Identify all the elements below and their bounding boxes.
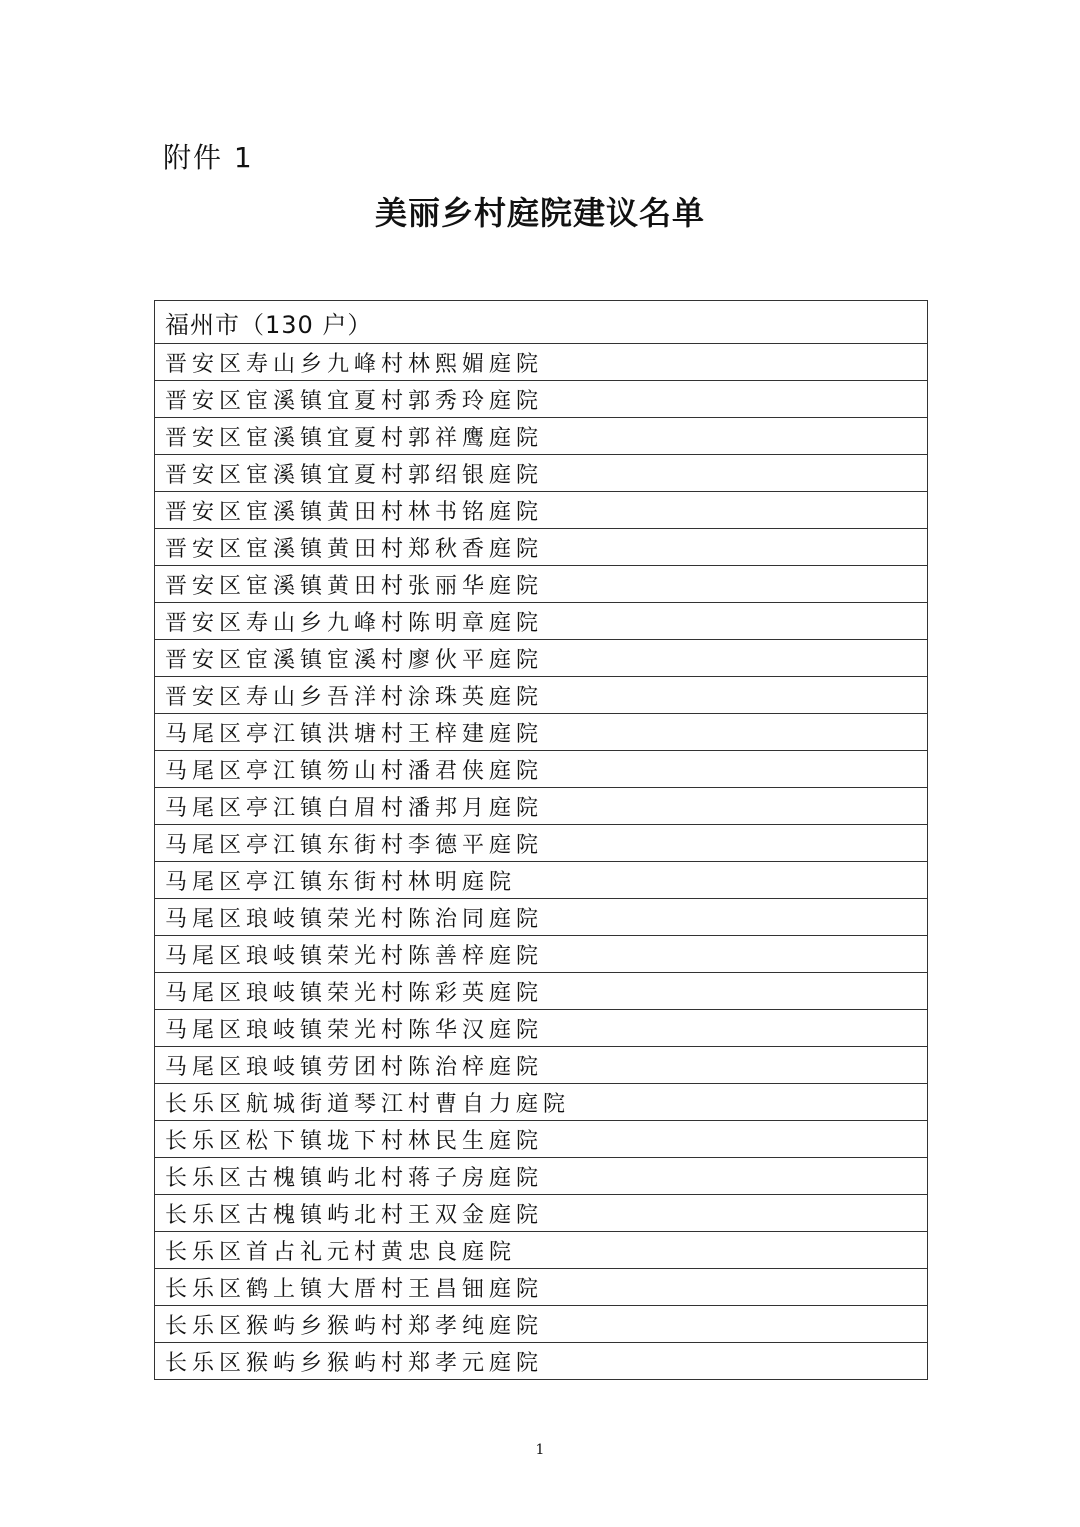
table-row: [155, 1232, 928, 1269]
table-row: [155, 862, 928, 899]
table-row: [155, 381, 928, 418]
garden-entry-cell: 长乐区松下镇垅下村林民生庭院: [155, 1121, 928, 1158]
table-row: [155, 936, 928, 973]
table-row: [155, 714, 928, 751]
table-row: [155, 1269, 928, 1306]
table-row: [155, 973, 928, 1010]
garden-entry-cell: 晋安区宦溪镇宜夏村郭绍银庭院: [155, 455, 928, 492]
garden-entry-cell: 长乐区鹤上镇大厝村王昌钿庭院: [155, 1269, 928, 1306]
table-row: [155, 455, 928, 492]
table-row: [155, 640, 928, 677]
table-row: [155, 788, 928, 825]
table-row: [155, 899, 928, 936]
table-row: [155, 566, 928, 603]
garden-entry-cell: 晋安区宦溪镇黄田村郑秋香庭院: [155, 529, 928, 566]
garden-entry-cell: 马尾区亭江镇白眉村潘邦月庭院: [155, 788, 928, 825]
garden-entry-cell: 晋安区宦溪镇宜夏村郭秀玲庭院: [155, 381, 928, 418]
garden-entry-cell: 马尾区琅岐镇荣光村陈彩英庭院: [155, 973, 928, 1010]
garden-entry-cell: 长乐区航城街道琴江村曹自力庭院: [155, 1084, 928, 1121]
attachment-label: 附件 1: [163, 141, 254, 174]
table-row: [155, 492, 928, 529]
page-number: 1: [535, 1442, 545, 1458]
document-title: 美丽乡村庭院建议名单: [374, 194, 705, 232]
table-row: [155, 1084, 928, 1121]
garden-entry-cell: 马尾区亭江镇笏山村潘君侠庭院: [155, 751, 928, 788]
garden-entry-cell: 长乐区首占礼元村黄忠良庭院: [155, 1232, 928, 1269]
table-row: [155, 1158, 928, 1195]
table-row: [155, 603, 928, 640]
table-row: [155, 751, 928, 788]
garden-entry-cell: 长乐区古槐镇屿北村蒋子房庭院: [155, 1158, 928, 1195]
garden-entry-cell: 长乐区猴屿乡猴屿村郑孝元庭院: [155, 1343, 928, 1380]
garden-entry-cell: 晋安区宦溪镇宦溪村廖伙平庭院: [155, 640, 928, 677]
garden-entry-cell: 晋安区宦溪镇宜夏村郭祥鹰庭院: [155, 418, 928, 455]
garden-entry-cell: 晋安区寿山乡九峰村陈明章庭院: [155, 603, 928, 640]
table-row: [155, 418, 928, 455]
garden-entry-cell: 长乐区猴屿乡猴屿村郑孝纯庭院: [155, 1306, 928, 1343]
table-row: [155, 1121, 928, 1158]
garden-entry-cell: 马尾区亭江镇东街村林明庭院: [155, 862, 928, 899]
garden-entry-cell: 马尾区琅岐镇荣光村陈华汉庭院: [155, 1010, 928, 1047]
table-row: [155, 344, 928, 381]
garden-entry-cell: 晋安区宦溪镇黄田村张丽华庭院: [155, 566, 928, 603]
garden-entry-cell: 马尾区琅岐镇劳团村陈治梓庭院: [155, 1047, 928, 1084]
garden-entry-cell: 马尾区亭江镇洪塘村王梓建庭院: [155, 714, 928, 751]
table-header-row: [155, 301, 928, 344]
garden-entry-cell: 长乐区古槐镇屿北村王双金庭院: [155, 1195, 928, 1232]
table-row: [155, 1047, 928, 1084]
garden-entry-cell: 晋安区宦溪镇黄田村林书铭庭院: [155, 492, 928, 529]
city-header-cell: 福州市（130 户）: [155, 301, 928, 344]
garden-entry-cell: 晋安区寿山乡吾洋村涂珠英庭院: [155, 677, 928, 714]
table-row: [155, 1343, 928, 1380]
garden-entry-cell: 晋安区寿山乡九峰村林熙媚庭院: [155, 344, 928, 381]
table-row: [155, 1195, 928, 1232]
table-row: [155, 529, 928, 566]
table-row: [155, 1306, 928, 1343]
table-row: [155, 825, 928, 862]
table-row: [155, 677, 928, 714]
table-body: [155, 301, 928, 1380]
garden-entry-cell: 马尾区琅岐镇荣光村陈善梓庭院: [155, 936, 928, 973]
garden-entry-cell: 马尾区亭江镇东街村李德平庭院: [155, 825, 928, 862]
table-row: [155, 1010, 928, 1047]
garden-list-table: [154, 300, 928, 1380]
garden-entry-cell: 马尾区琅岐镇荣光村陈治同庭院: [155, 899, 928, 936]
